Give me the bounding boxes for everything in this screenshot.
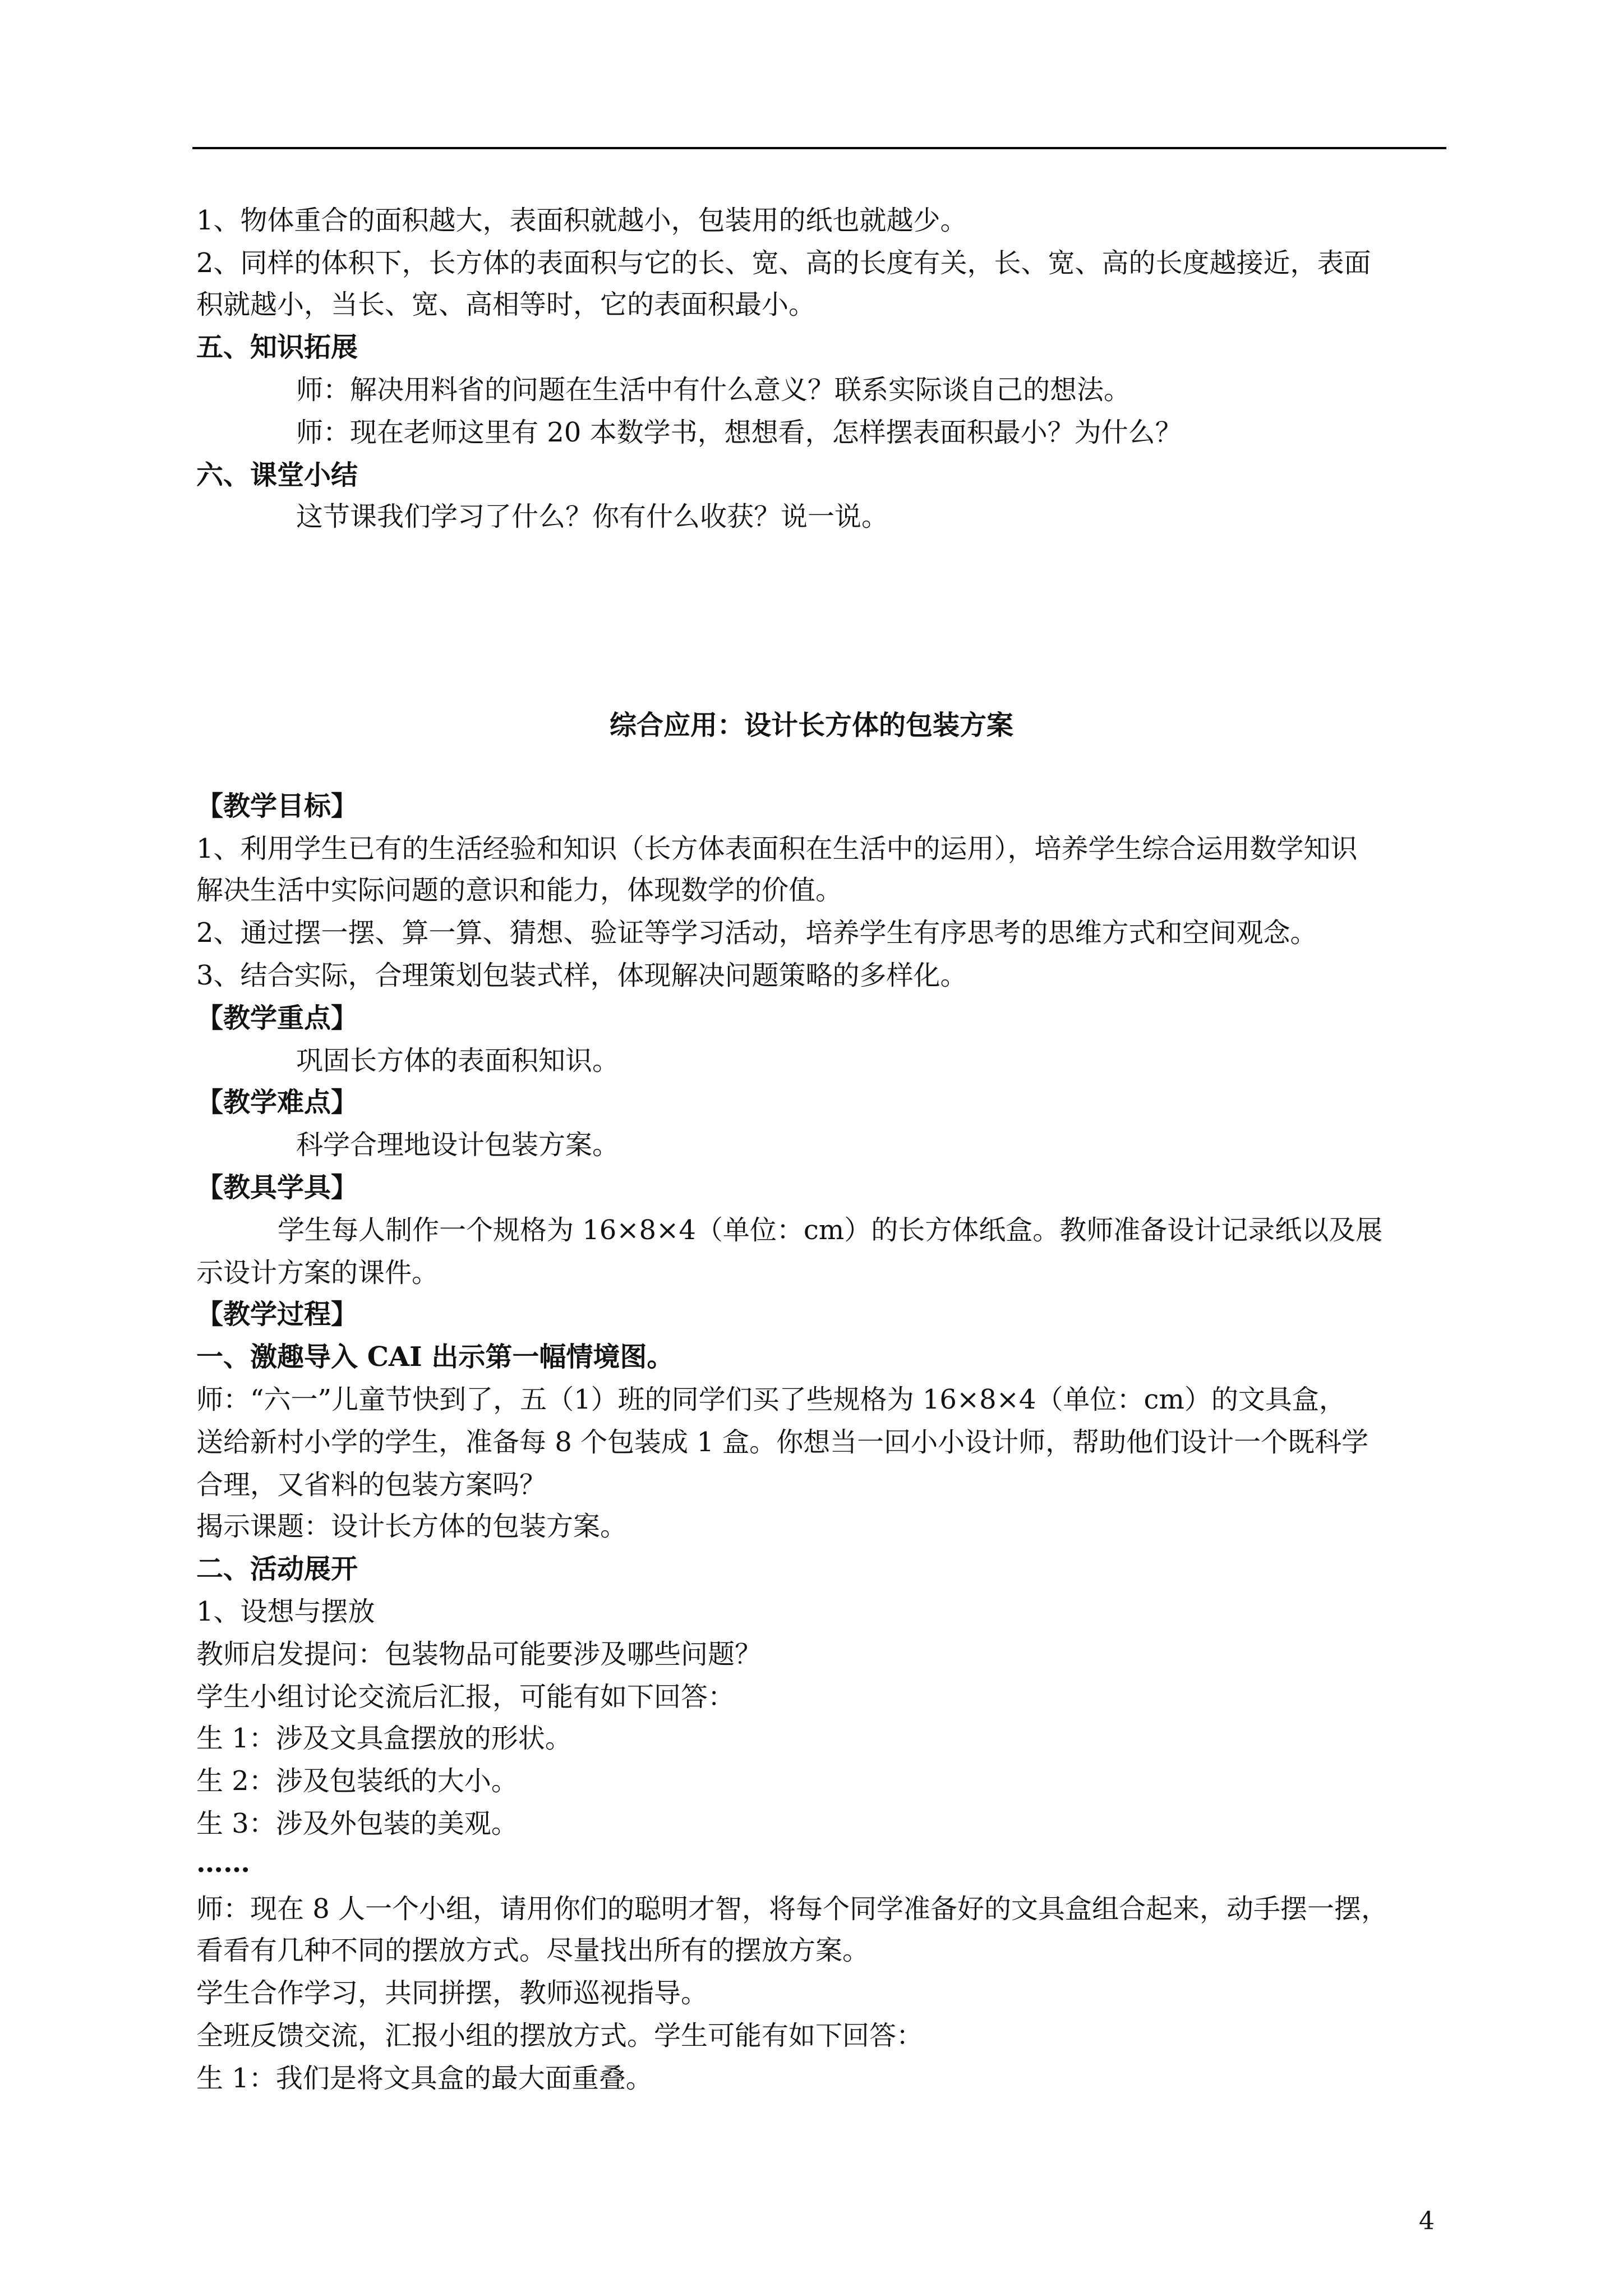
text-line: 学生每人制作一个规格为 16×8×4（单位：cm）的长方体纸盒。教师准备设计记录纸以及展 — [278, 1214, 1383, 1246]
section-heading: 一、激趣导入 CAI 出示第一幅情境图。 — [196, 1341, 674, 1373]
text-line: 揭示课题：设计长方体的包装方案。 — [196, 1511, 628, 1542]
text-line: 2、同样的体积下，长方体的表面积与它的长、宽、高的长度有关，长、宽、高的长度越接近，表面 — [196, 247, 1371, 279]
section-heading: 【教学难点】 — [196, 1087, 358, 1118]
text-line: 解决生活中实际问题的意识和能力，体现数学的价值。 — [196, 875, 843, 906]
text-line: 2、通过摆一摆、算一算、猜想、验证等学习活动，培养学生有序思考的思维方式和空间观念。 — [196, 917, 1317, 949]
text-line: 生 1：涉及文具盒摆放的形状。 — [196, 1723, 572, 1754]
text-line: 学生合作学习，共同拼摆，教师巡视指导。 — [196, 1977, 708, 2009]
text-line: 1、设想与摆放 — [196, 1596, 375, 1627]
text-line: 看看有几种不同的摆放方式。尽量找出所有的摆放方案。 — [196, 1935, 870, 1966]
text-line: 全班反馈交流，汇报小组的摆放方式。学生可能有如下回答： — [196, 2020, 924, 2051]
text-line: 师：“六一”儿童节快到了，五（1）班的同学们买了些规格为 16×8×4（单位：cm）的文具盒， — [196, 1384, 1346, 1415]
text-line: 1、物体重合的面积越大，表面积就越小，包装用的纸也就越少。 — [196, 205, 967, 236]
lesson-title: 综合应用：设计长方体的包装方案 — [609, 710, 1013, 741]
text-line: 生 2：涉及包装纸的大小。 — [196, 1765, 518, 1797]
text-line: 这节课我们学习了什么？你有什么收获？说一说。 — [296, 501, 889, 532]
header-rule — [192, 147, 1446, 149]
text-line: 巩固长方体的表面积知识。 — [296, 1045, 620, 1076]
text-line: 师：现在老师这里有 20 本数学书，想想看，怎样摆表面积最小？为什么？ — [296, 417, 1182, 448]
text-line: 合理，又省料的包装方案吗？ — [196, 1469, 547, 1501]
text-line: 科学合理地设计包装方案。 — [296, 1129, 620, 1161]
section-heading: 二、活动展开 — [196, 1553, 358, 1585]
text-line: 1、利用学生已有的生活经验和知识（长方体表面积在生活中的运用），培养学生综合运用数学知识 — [196, 833, 1358, 864]
text-line: 示设计方案的课件。 — [196, 1257, 439, 1289]
text-line: 师：解决用料省的问题在生活中有什么意义？联系实际谈自己的想法。 — [296, 374, 1131, 406]
text-line: 教师启发提问：包装物品可能要涉及哪些问题？ — [196, 1639, 762, 1670]
text-line: 送给新村小学的学生，准备每 8 个包装成 1 盒。你想当一回小小设计师，帮助他们设计一个既科学 — [196, 1427, 1369, 1458]
section-heading: 六、课堂小结 — [196, 459, 358, 491]
section-heading: 【教具学具】 — [196, 1172, 358, 1203]
text-line: …… — [196, 1847, 250, 1879]
section-heading: 【教学重点】 — [196, 1002, 358, 1034]
text-line: 生 1：我们是将文具盒的最大面重叠。 — [196, 2063, 653, 2094]
text-line: 生 3：涉及外包装的美观。 — [196, 1808, 518, 1839]
text-line: 积就越小，当长、宽、高相等时，它的表面积最小。 — [196, 289, 816, 320]
text-line: 师：现在 8 人一个小组，请用你们的聪明才智，将每个同学准备好的文具盒组合起来，动手摆一摆， — [196, 1893, 1389, 1925]
text-line: 3、结合实际，合理策划包装式样，体现解决问题策略的多样化。 — [196, 960, 967, 991]
page-number: 4 — [1419, 2207, 1435, 2235]
text-line: 学生小组讨论交流后汇报，可能有如下回答： — [196, 1681, 735, 1713]
section-heading: 五、知识拓展 — [196, 332, 358, 363]
section-heading: 【教学目标】 — [196, 790, 358, 822]
section-heading: 【教学过程】 — [196, 1299, 358, 1330]
